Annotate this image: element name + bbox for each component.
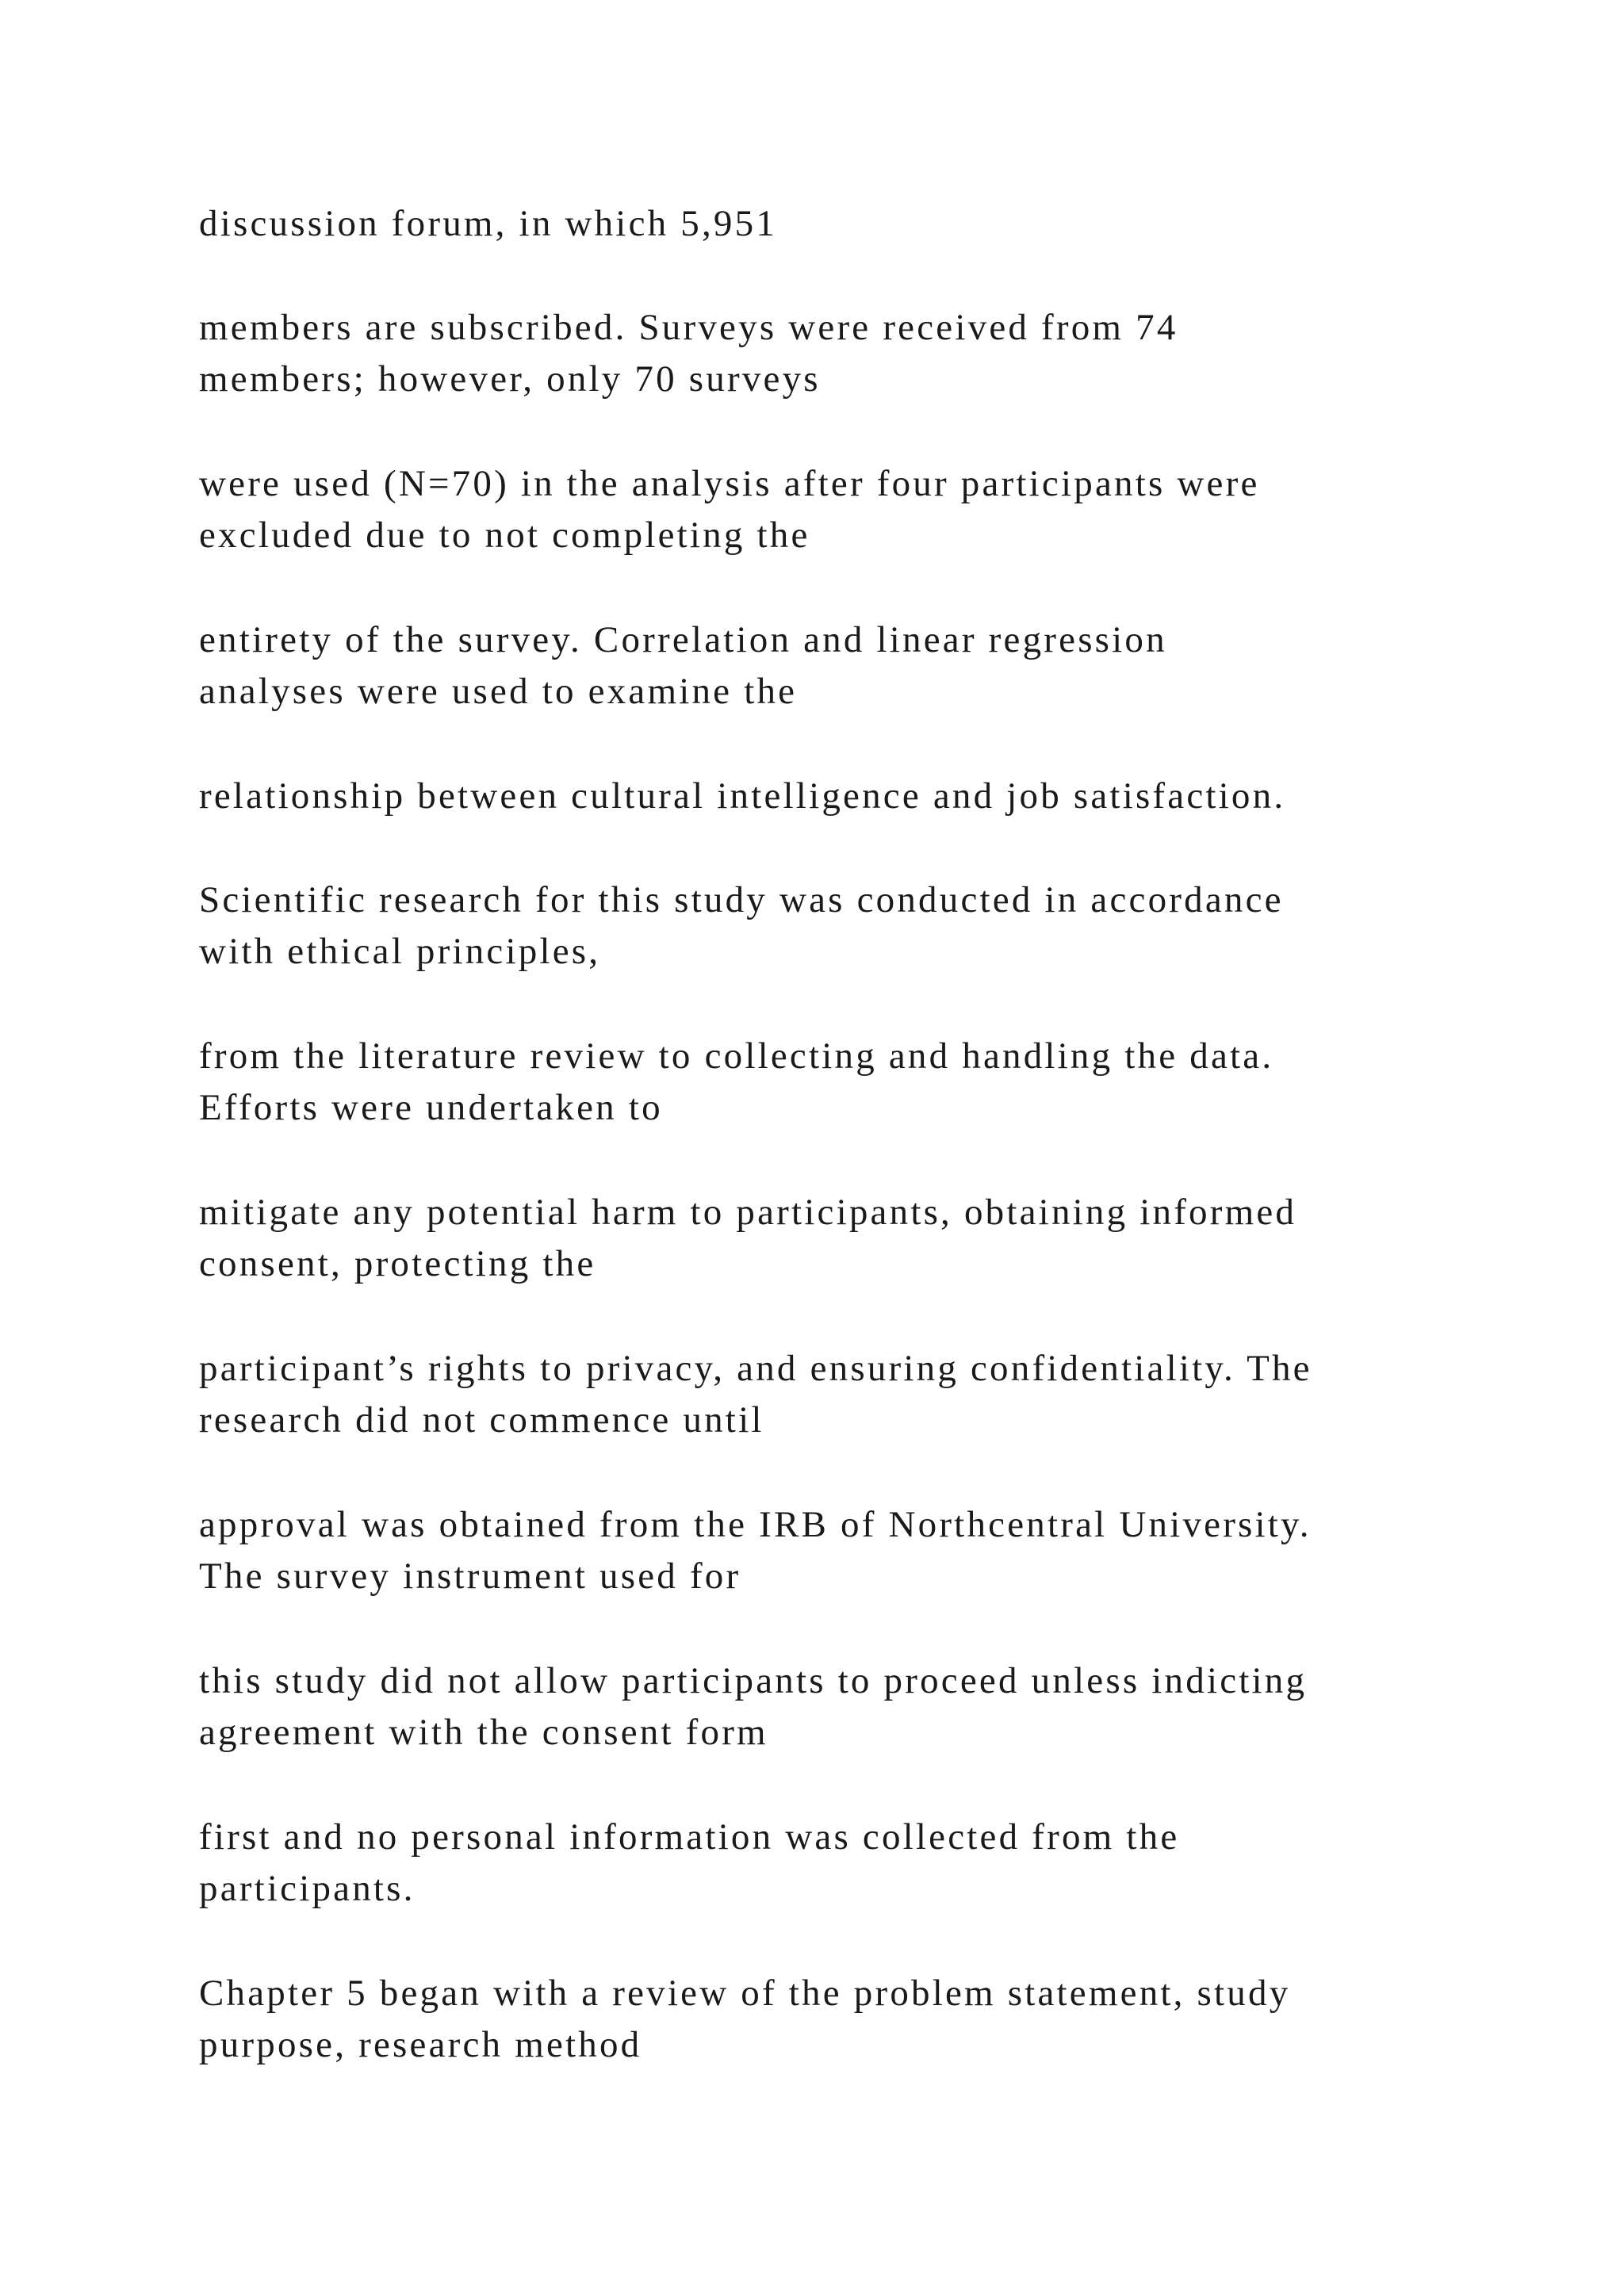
paragraph-1: [199, 198, 1547, 250]
paragraph-12: [199, 1812, 1547, 1915]
text-line: members; however, only 70 surveys: [199, 358, 821, 400]
paragraph-8: [199, 1187, 1547, 1290]
text-line: discussion forum, in which 5,951: [199, 203, 778, 244]
paragraph-11: [199, 1655, 1547, 1758]
paragraph-7: [199, 1031, 1547, 1134]
text-line: this study did not allow participants to proceed unless indicting: [199, 1660, 1308, 1701]
text-line: research did not commence until: [199, 1399, 764, 1441]
text-line: purpose, research method: [199, 2024, 642, 2065]
paragraph-6: [199, 874, 1547, 978]
text-line: approval was obtained from the IRB of Northcentral University.: [199, 1504, 1312, 1545]
text-line: analyses were used to examine the: [199, 671, 798, 712]
text-line: participant’s rights to privacy, and ensuring confidentiality. The: [199, 1348, 1312, 1389]
paragraph-4: [199, 614, 1547, 718]
text-line: Chapter 5 began with a review of the problem statement, study: [199, 1973, 1291, 2014]
paragraph-13: [199, 1968, 1547, 2071]
paragraph-2: [199, 302, 1547, 405]
text-line: members are subscribed. Surveys were received from 74: [199, 307, 1178, 348]
text-line: were used (N=70) in the analysis after four participants were: [199, 463, 1260, 504]
text-line: relationship between cultural intelligence and job satisfaction.: [199, 775, 1286, 817]
text-line: participants.: [199, 1868, 416, 1909]
paragraph-10: [199, 1499, 1547, 1602]
paragraph-9: [199, 1343, 1547, 1446]
text-line: mitigate any potential harm to participants, obtaining informed: [199, 1192, 1297, 1233]
paragraph-5: [199, 771, 1547, 822]
text-line: Scientific research for this study was conducted in accordance: [199, 879, 1284, 920]
text-line: from the literature review to collecting and handling the data.: [199, 1035, 1274, 1077]
text-line: entirety of the survey. Correlation and linear regression: [199, 619, 1167, 660]
text-line: first and no personal information was collected from the: [199, 1816, 1180, 1858]
text-line: excluded due to not completing the: [199, 515, 810, 556]
text-line: The survey instrument used for: [199, 1556, 741, 1597]
text-line: Efforts were undertaken to: [199, 1087, 663, 1128]
text-line: consent, protecting the: [199, 1243, 596, 1284]
text-line: agreement with the consent form: [199, 1712, 768, 1753]
text-line: with ethical principles,: [199, 931, 601, 972]
paragraph-3: [199, 458, 1547, 561]
